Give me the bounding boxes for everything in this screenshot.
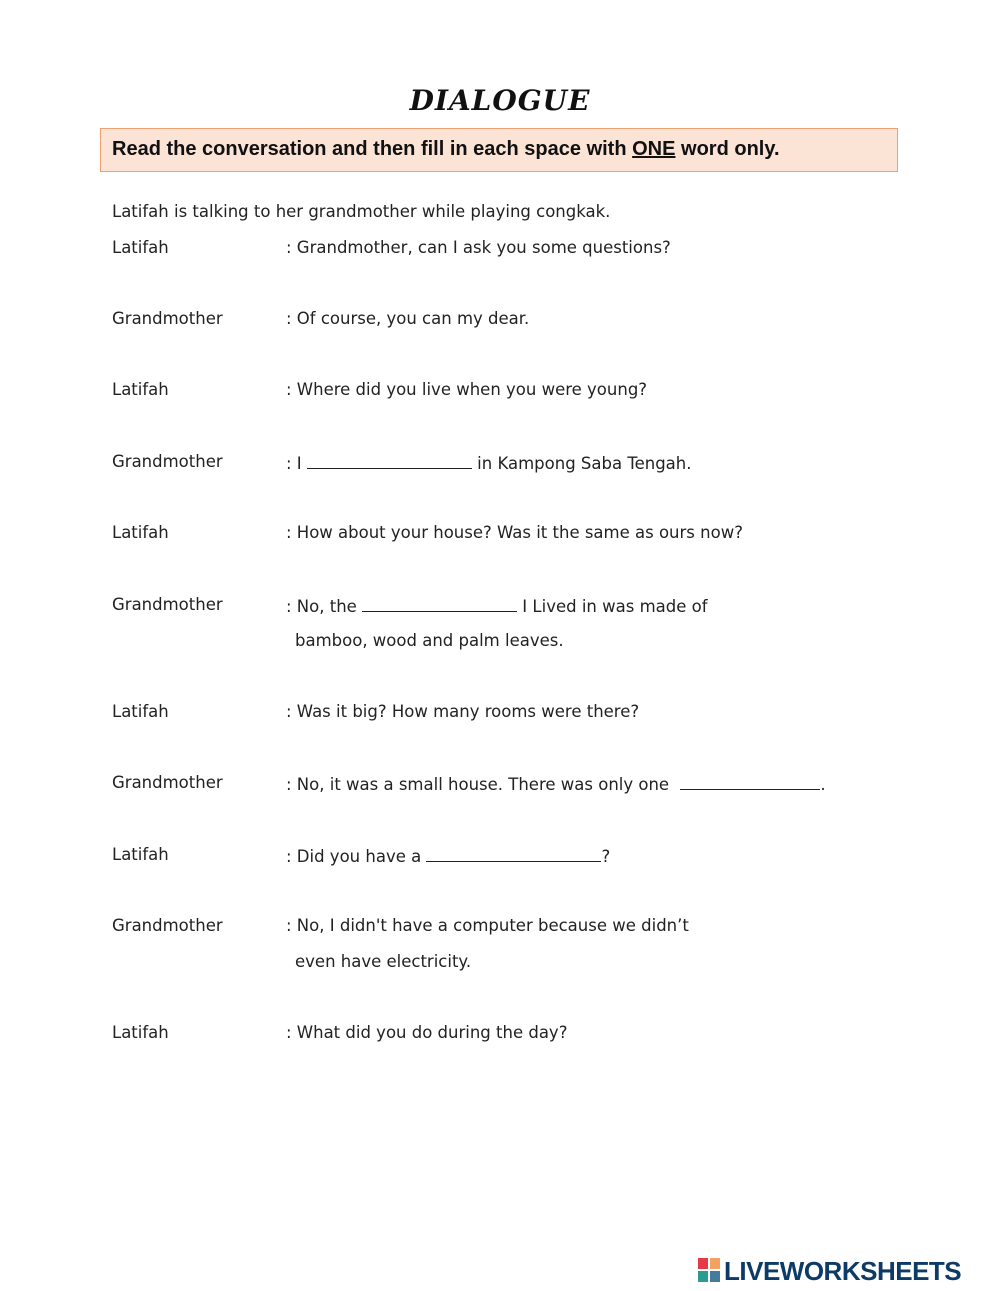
dialogue-line xyxy=(286,452,692,473)
line-before-blank: : No, the xyxy=(286,597,363,616)
dialogue-line: : Of course, you can my dear. xyxy=(286,309,530,328)
dialogue-line xyxy=(286,773,826,794)
answer-blank-2[interactable] xyxy=(362,595,517,612)
dialogue-line: : Was it big? How many rooms were there? xyxy=(286,702,640,721)
dialogue-line xyxy=(286,595,708,616)
answer-blank-1[interactable] xyxy=(307,452,472,469)
line-before-blank: : Did you have a xyxy=(286,847,427,866)
line-before-blank: : No, it was a small house. There was only one xyxy=(286,775,675,794)
line-after-blank: ? xyxy=(601,847,611,866)
speaker-name: Latifah xyxy=(112,523,169,542)
dialogue-line: : How about your house? Was it the same as ours now? xyxy=(286,523,743,542)
dialogue-line xyxy=(286,845,610,866)
line-after-blank: I Lived in was made of xyxy=(517,597,708,616)
instruction-text xyxy=(112,138,780,161)
logo-text: LIVEWORKSHEETS xyxy=(724,1256,962,1286)
speaker-name: Latifah xyxy=(112,380,169,399)
speaker-name: Grandmother xyxy=(112,309,223,328)
instruction-emphasis: ONE xyxy=(632,138,676,160)
page-title: DIALOGUE xyxy=(409,84,591,117)
answer-blank-4[interactable] xyxy=(426,845,601,862)
liveworksheets-logo-icon xyxy=(698,1258,720,1282)
speaker-name: Latifah xyxy=(112,845,169,864)
dialogue-line: : What did you do during the day? xyxy=(286,1023,568,1042)
dialogue-line: : Grandmother, can I ask you some questions? xyxy=(286,238,671,257)
dialogue-line: : Where did you live when you were young? xyxy=(286,380,648,399)
line-before-blank: : I xyxy=(286,454,307,473)
speaker-name: Latifah xyxy=(112,238,169,257)
answer-blank-3[interactable] xyxy=(680,773,820,790)
speaker-name: Grandmother xyxy=(112,916,223,935)
instruction-before: Read the conversation and then fill in each space with xyxy=(112,138,633,160)
dialogue-continuation: bamboo, wood and palm leaves. xyxy=(295,631,564,650)
liveworksheets-logo xyxy=(698,1256,994,1284)
speaker-name: Latifah xyxy=(112,1023,169,1042)
line-after-blank: in Kampong Saba Tengah. xyxy=(471,454,692,473)
speaker-name: Grandmother xyxy=(112,595,223,614)
speaker-name: Latifah xyxy=(112,702,169,721)
instruction-after: word only. xyxy=(675,138,780,160)
instruction-box xyxy=(100,128,898,172)
speaker-name: Grandmother xyxy=(112,452,223,471)
intro-text: Latifah is talking to her grandmother while playing congkak. xyxy=(112,202,611,221)
dialogue-continuation: even have electricity. xyxy=(295,952,472,971)
line-after-blank: . xyxy=(820,775,826,794)
speaker-name: Grandmother xyxy=(112,773,223,792)
dialogue-line: : No, I didn't have a computer because we didn’t xyxy=(286,916,689,935)
